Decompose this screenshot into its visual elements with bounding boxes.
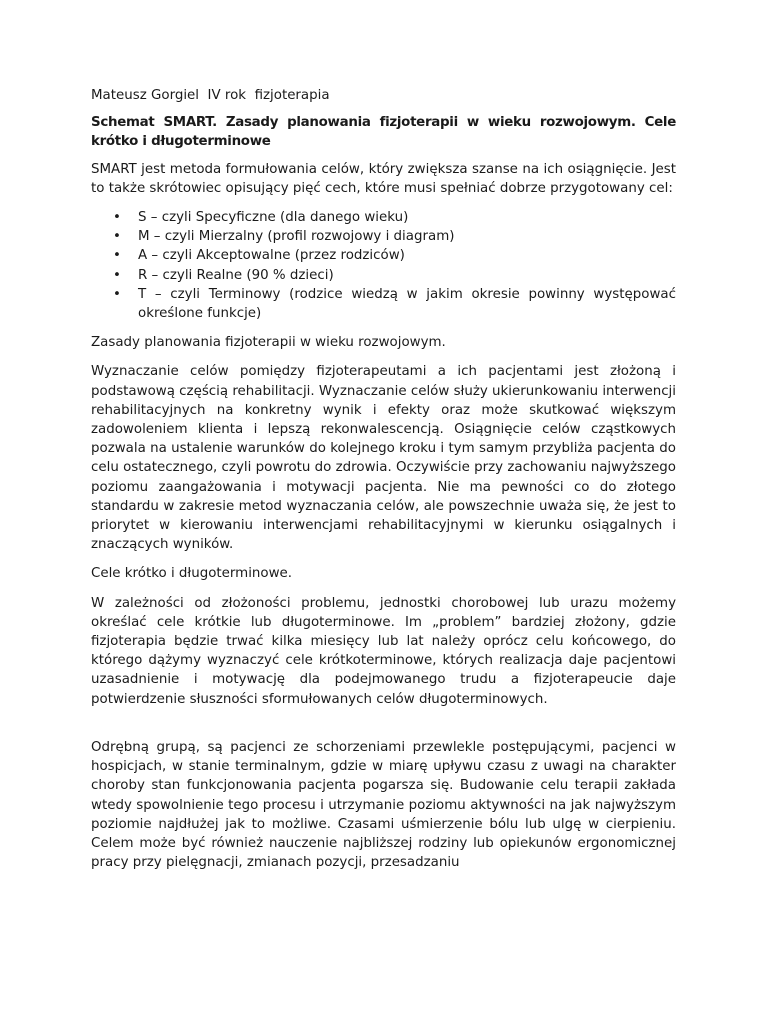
planning-paragraph: Wyznaczanie celów pomiędzy fizjoterapeutami a ich pacjentami jest złożoną i podstawową częścią rehabilitacji. Wyznaczanie celów służy ukierunkowaniu interwencji rehabilitacyjnych na konkretny wynik i efekty oraz może skutkować większym zadowoleniem klienta i lepszą rekonwalescencją. Osiągnięcie celów cząstkowych pozwala na ustalenie warunków do kolejnego kroku i tym samym przybliża pacjenta do celu ostatecznego, czyli powrotu do zdrowia. Oczywiście przy zachowaniu najwyższego poziomu zaangażowania i motywacji pacjenta. Nie ma pewności co do złotego standardu w zakresie metod wyznaczania celów, ale powszechnie uważa się, że jest to priorytet w kierowaniu interwencjami rehabilitacyjnymi w kierunku osiągalnych i znaczących wyników. xyxy=(91,364,676,553)
author-line: Mateusz Gorgiel IV rok fizjoterapia xyxy=(91,88,330,103)
bullet-icon: • xyxy=(113,286,121,302)
section-heading-goals: Cele krótko i długoterminowe. xyxy=(91,566,293,582)
intro-paragraph: SMART jest metoda formułowania celów, który zwiększa szanse na ich osiągnięcie. Jest to także skrótowiec opisujący pięć cech, które musi spełniać dobrze przygotowany cel: xyxy=(91,161,676,196)
document-body xyxy=(91,86,676,882)
bullet-icon: • xyxy=(113,210,121,226)
list-item-text: R – czyli Realne (90 % dzieci) xyxy=(138,267,334,283)
list-item xyxy=(91,208,676,227)
list-item xyxy=(91,227,676,246)
goals-paragraph: W zależności od złożoności problemu, jednostki chorobowej lub urazu możemy określać cele krótkie lub długoterminowe. Im „problem” bardziej złożony, gdzie fizjoterapia będzie trwać kilka miesięcy lub lat należy oprócz celu końcowego, do którego dążymy wyznaczyć cele krótkoterminowe, których realizacja daje pacjentowi uzasadnienie i motywację dla podejmowanego trudu a fizjoterapeucie daje potwierdzenie słuszności sformułowanych celów długoterminowych. xyxy=(91,595,676,707)
bullet-icon: • xyxy=(113,267,121,283)
list-item xyxy=(91,285,676,323)
section-heading-planning: Zasady planowania fizjoterapii w wieku rozwojowym. xyxy=(91,335,446,351)
list-item xyxy=(91,246,676,265)
document-title: Schemat SMART. Zasady planowania fizjoterapii w wieku rozwojowym. Cele krótko i długoterminowe xyxy=(91,115,676,150)
chronic-patients-paragraph: Odrębną grupą, są pacjenci ze schorzeniami przewlekle postępującymi, pacjenci w hospicjach, w stanie terminalnym, gdzie w miarę upływu czasu z uwagi na charakter choroby stan funkcjonowania pacjenta pogarsza się. Budowanie celu terapii zakłada wtedy spowolnienie tego procesu i utrzymanie poziomu aktywności na jak najwyższym poziomie najdłużej jak to możliwe. Czasami uśmierzenie bólu lub ulgę w cierpieniu. Celem może być również nauczenie najbliższej rodziny lub opiekunów ergonomicznej pracy przy pielęgnacji, zmianach pozycji, przesadzaniu xyxy=(91,739,676,871)
list-item-text: T – czyli Terminowy (rodzice wiedzą w jakim okresie powinny występować określone funkcje) xyxy=(138,286,676,322)
paragraph-spacer xyxy=(91,719,676,738)
list-item-text: A – czyli Akceptowalne (przez rodziców) xyxy=(138,248,405,264)
bullet-icon: • xyxy=(113,248,121,264)
list-item-text: S – czyli Specyficzne (dla danego wieku) xyxy=(138,210,409,226)
smart-criteria-list xyxy=(91,208,676,323)
bullet-icon: • xyxy=(113,229,121,245)
list-item xyxy=(91,266,676,285)
list-item-text: M – czyli Mierzalny (profil rozwojowy i diagram) xyxy=(138,229,455,245)
